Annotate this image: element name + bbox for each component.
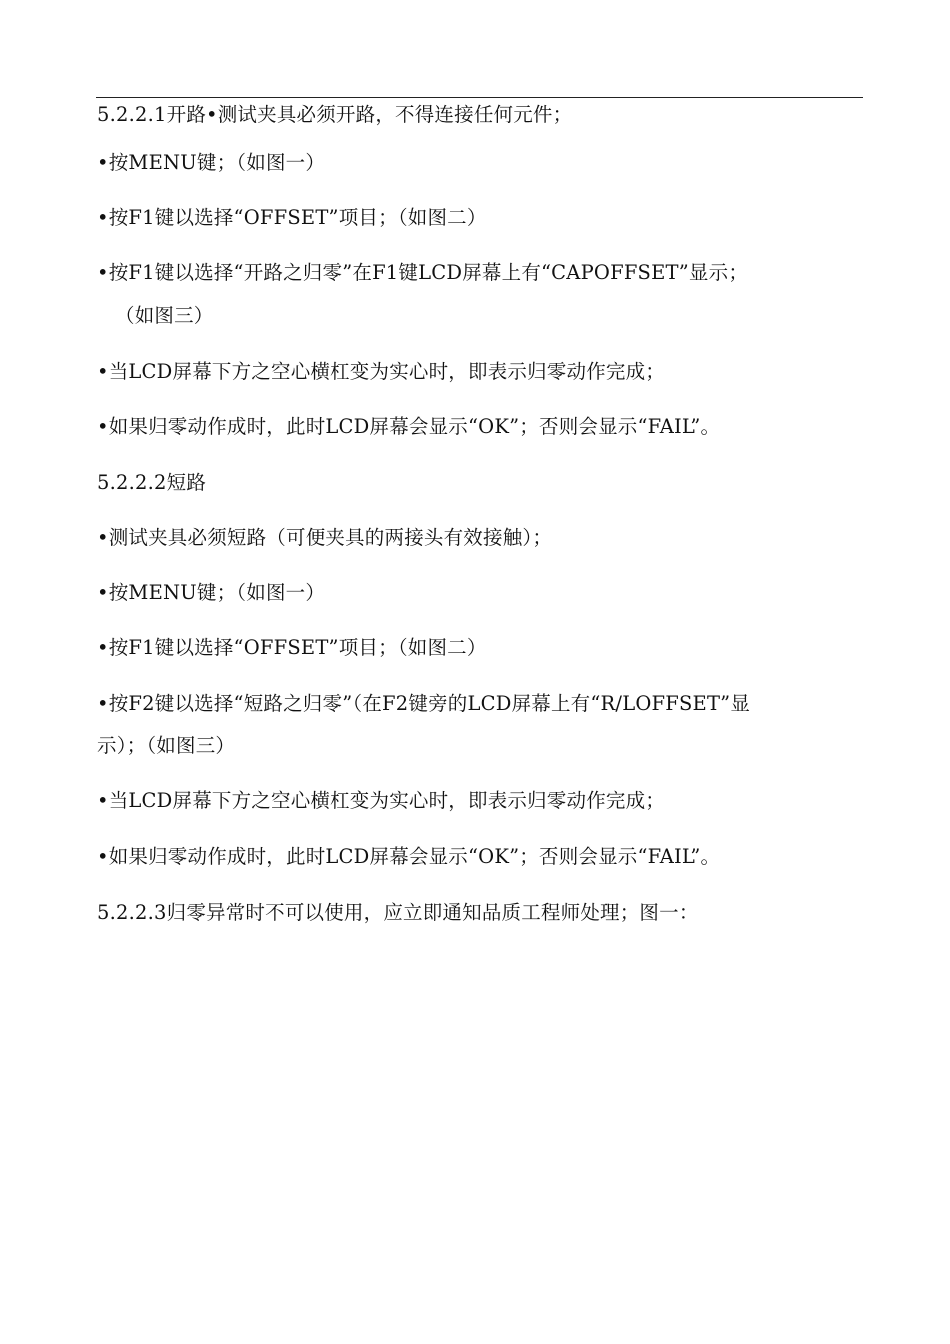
- step-result-display-2: •如果归零动作成时，此时LCD屏幕会显示“OK”；否则会显示“FAIL”。: [97, 845, 721, 868]
- step-open-zero: •按F1键以选择“开路之归零”在F1键LCD屏幕上有“CAPOFFSET”显示；: [97, 261, 749, 284]
- section-5-2-2-3-heading: 5.2.2.3归零异常时不可以使用，应立即通知品质工程师处理；图一：: [97, 901, 699, 924]
- step-press-menu: •按MENU键；（如图一）: [97, 151, 326, 174]
- step-select-offset-2: •按F1键以选择“OFFSET”项目；（如图二）: [97, 636, 487, 659]
- step-press-menu-2: •按MENU键；（如图一）: [97, 581, 326, 604]
- step-open-zero-continued: （如图三）: [115, 304, 214, 327]
- step-bar-filled-2: •当LCD屏幕下方之空心横杠变为实心时，即表示归零动作完成；: [97, 789, 666, 812]
- step-short-zero: •按F2键以选择“短路之归零”（在F2键旁的LCD屏幕上有“R/LOFFSET”显: [97, 692, 751, 715]
- step-select-offset: •按F1键以选择“OFFSET”项目；（如图二）: [97, 206, 487, 229]
- step-short-fixture: •测试夹具必须短路（可便夹具的两接头有效接触）；: [97, 526, 553, 549]
- step-short-zero-continued: 示）；（如图三）: [97, 734, 236, 757]
- step-result-display: •如果归零动作成时，此时LCD屏幕会显示“OK”；否则会显示“FAIL”。: [97, 415, 721, 438]
- section-5-2-2-1-heading: 5.2.2.1开路•测试夹具必须开路，不得连接任何元件；: [97, 103, 573, 126]
- step-bar-filled: •当LCD屏幕下方之空心横杠变为实心时，即表示归零动作完成；: [97, 360, 666, 383]
- section-5-2-2-2-heading: 5.2.2.2短路: [97, 471, 207, 494]
